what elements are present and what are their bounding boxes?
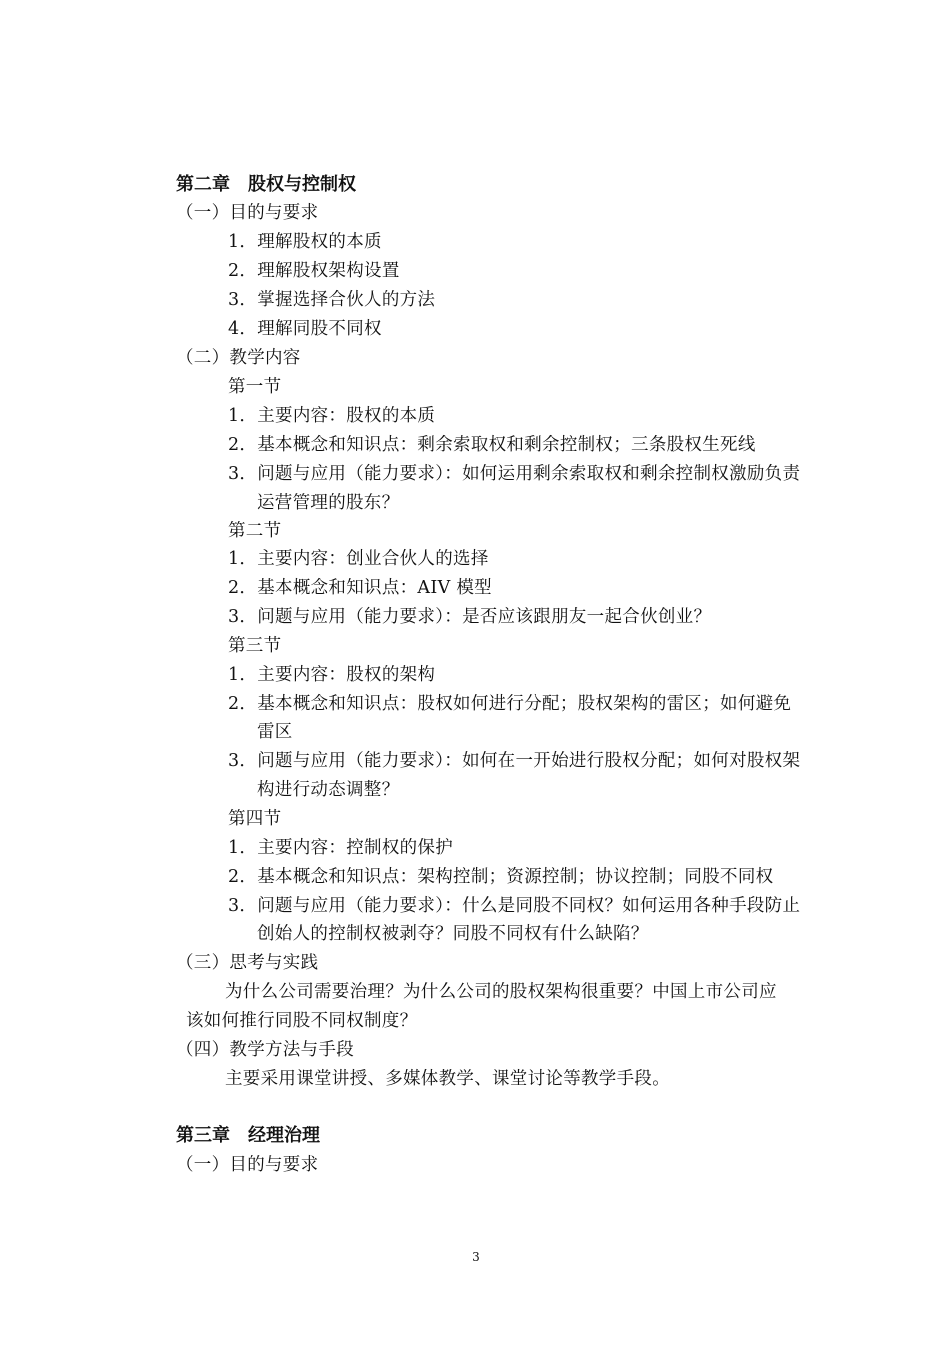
section-1-item-cont: 运营管理的股东？ (257, 493, 400, 513)
ch2-sec1-title: （一）目的与要求 (176, 203, 319, 223)
ch3-sec1-title: （一）目的与要求 (176, 1155, 319, 1175)
section-4-item-cont: 创始人的控制权被剥夺？同股不同权有什么缺陷？ (257, 924, 649, 944)
ch2-sec4-text: 主要采用课堂讲授、多媒体教学、课堂讨论等教学手段。 (225, 1069, 670, 1089)
ch2-goal: 3．掌握选择合伙人的方法 (228, 290, 436, 310)
section-3-label: 第三节 (228, 636, 282, 656)
section-1-item: 3．问题与应用（能力要求）：如何运用剩余索取权和剩余控制权激励负责 (228, 464, 801, 484)
section-3-item-cont: 雷区 (257, 722, 293, 742)
section-2-item: 2．基本概念和知识点：AIV 模型 (228, 578, 492, 598)
section-4-item: 1．主要内容：控制权的保护 (228, 838, 454, 858)
chapter-2-heading: 第二章 股权与控制权 (176, 174, 356, 195)
ch2-goal: 1．理解股权的本质 (228, 232, 382, 252)
chapter-3-heading: 第三章 经理治理 (176, 1125, 320, 1146)
section-3-item-cont: 构进行动态调整？ (257, 780, 400, 800)
ch2-sec3-text: 为什么公司需要治理？为什么公司的股权架构很重要？中国上市公司应 (225, 982, 777, 1002)
section-3-item: 2．基本概念和知识点：股权如何进行分配；股权架构的雷区；如何避免 (228, 694, 792, 714)
section-2-item: 1．主要内容：创业合伙人的选择 (228, 549, 489, 569)
ch2-goal: 2．理解股权架构设置 (228, 261, 400, 281)
section-4-item: 2．基本概念和知识点：架构控制；资源控制；协议控制；同股不同权 (228, 867, 774, 887)
ch2-sec4-title: （四）教学方法与手段 (176, 1040, 354, 1060)
page-number: 3 (472, 1250, 480, 1264)
section-4-label: 第四节 (228, 809, 282, 829)
section-1-label: 第一节 (228, 377, 282, 397)
section-3-item: 3．问题与应用（能力要求）：如何在一开始进行股权分配；如何对股权架 (228, 751, 801, 771)
section-1-item: 1．主要内容：股权的本质 (228, 406, 436, 426)
ch2-goal: 4．理解同股不同权 (228, 319, 382, 339)
section-2-label: 第二节 (228, 521, 282, 541)
ch2-sec3-text: 该如何推行同股不同权制度？ (186, 1011, 418, 1031)
ch2-sec2-title: （二）教学内容 (176, 348, 301, 368)
section-2-item: 3．问题与应用（能力要求）：是否应该跟朋友一起合伙创业？ (228, 607, 712, 627)
section-3-item: 1．主要内容：股权的架构 (228, 665, 436, 685)
section-1-item: 2．基本概念和知识点：剩余索取权和剩余控制权；三条股权生死线 (228, 435, 756, 455)
section-4-item: 3．问题与应用（能力要求）：什么是同股不同权？如何运用各种手段防止 (228, 896, 801, 916)
ch2-sec3-title: （三）思考与实践 (176, 953, 319, 973)
